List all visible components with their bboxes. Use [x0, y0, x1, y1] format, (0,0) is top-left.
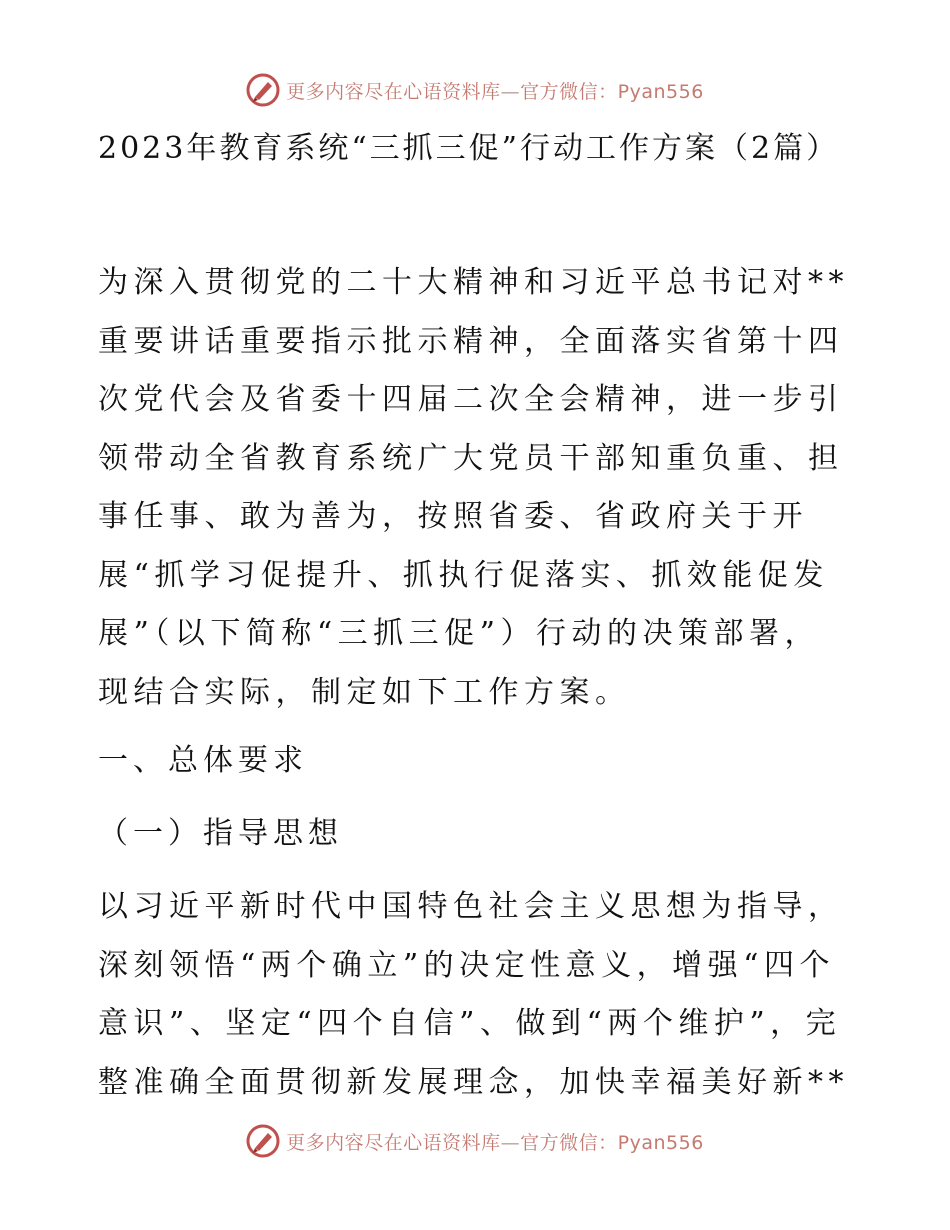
header-banner	[0, 70, 950, 110]
header-separator: —	[500, 80, 521, 103]
intro-paragraph: 为深入贯彻党的二十大精神和习近平总书记对**重要讲话重要指示批示精神，全面落实省第十四次党代会及省委十四届二次全会精神，进一步引领带动全省教育系统广大党员干部知重负重、担事任事、敢为善为，按照省委、省政府关于开展“抓学习促提升、抓执行促落实、抓效能促发展”（以下简称“三抓三促”）行动的决策部署，现结合实际，制定如下工作方案。	[98, 265, 849, 710]
pen-logo-icon	[246, 1124, 280, 1158]
footer-separator: —	[500, 1131, 521, 1154]
header-library-text: 更多内容尽在心语资料库	[286, 80, 501, 103]
footer-library-text: 更多内容尽在心语资料库	[286, 1131, 501, 1154]
header-wechat-text: 官方微信：Pyan556	[520, 80, 704, 103]
footer-banner	[0, 1121, 950, 1161]
header-banner-text	[286, 77, 704, 104]
subsection-heading-guiding-ideology: （一）指导思想	[98, 816, 343, 851]
footer-banner-text	[286, 1128, 704, 1155]
footer-banner-inner	[246, 1124, 704, 1158]
document-title: 2023年教育系统“三抓三促”行动工作方案（2篇）	[98, 131, 840, 166]
header-banner-inner	[246, 73, 704, 107]
guiding-ideology-paragraph: 以习近平新时代中国特色社会主义思想为指导，深刻领悟“两个确立”的决定性意义，增强“四个意识”、坚定“四个自信”、做到“两个维护”，完整准确全面贯彻新发展理念，加快幸福美好新**	[98, 889, 849, 1100]
footer-wechat-text: 官方微信：Pyan556	[520, 1131, 704, 1154]
section-heading-general-requirements: 一、总体要求	[98, 743, 308, 778]
pen-logo-icon	[246, 73, 280, 107]
